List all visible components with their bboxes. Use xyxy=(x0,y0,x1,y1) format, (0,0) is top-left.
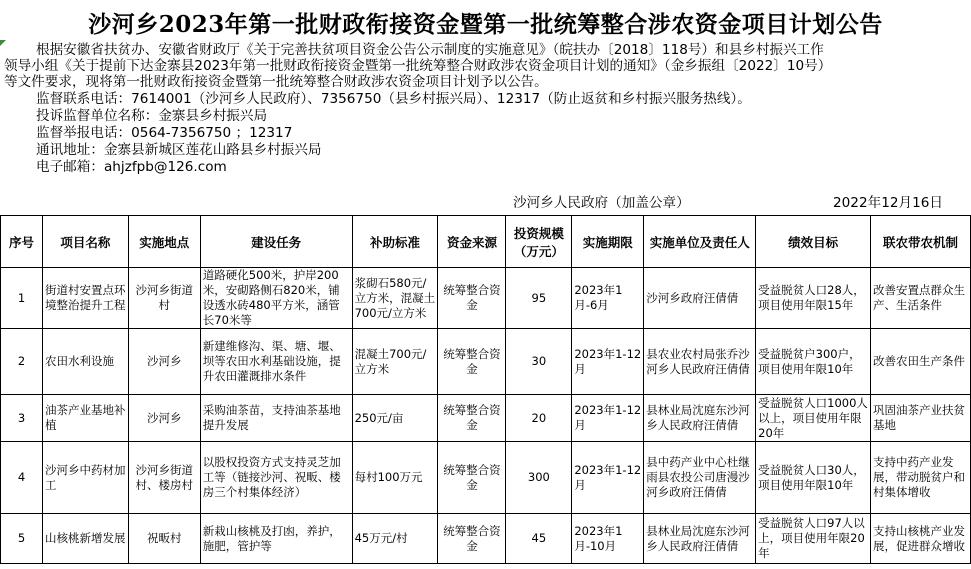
cell-period: 2023年1-12月 xyxy=(572,395,644,442)
header-cell: 联农带农机制 xyxy=(871,216,971,268)
cell-index: 4 xyxy=(1,442,43,514)
cell-fund-source: 统筹整合资金 xyxy=(438,442,506,514)
intro-line-1: 根据安徽省扶贫办、安徽省财政厅《关于完善扶贫项目资金公告公示制度的实施意见》（皖扶办〔2018〕118号）和县乡村振兴工作 xyxy=(36,42,824,58)
header-cell: 绩效目标 xyxy=(756,216,871,268)
cell-investment: 30 xyxy=(506,329,572,395)
cell-location: 祝畈村 xyxy=(128,514,200,564)
intro-line-2: 领导小组《关于提前下达金寨县2023年第一批财政衔接资金暨第一批统筹整合财政涉农资金项目计划的通知》（金乡振组〔2022〕10号） xyxy=(4,58,832,74)
report-phone: 监督举报电话：0564-7356750 ；12317 xyxy=(36,125,293,141)
cell-index: 5 xyxy=(1,514,43,564)
email: 电子邮箱：ahjzfpb@126.com xyxy=(36,159,227,175)
complaint-unit: 投诉监督单位名称：金寨县乡村振兴局 xyxy=(36,108,268,124)
cell-target: 受益脱贫户300户，项目使用年限10年 xyxy=(756,329,871,395)
intro-line-3: 等文件要求，现将第一批财政衔接资金暨第一批统筹整合财政涉农资金项目计划予以公告。 xyxy=(4,74,548,90)
cell-investment: 95 xyxy=(506,268,572,329)
cell-period: 2023年1-12月 xyxy=(572,442,644,514)
cell-implementer: 县林业局沈庭东沙河乡人民政府汪倩倩 xyxy=(644,514,756,564)
cell-task: 采购油茶苗，支持油茶基地提升发展 xyxy=(200,395,352,442)
header-cell: 投资规模（万元） xyxy=(506,216,572,268)
cell-investment: 300 xyxy=(506,442,572,514)
cell-subsidy: 浆砌石580元/立方米，混凝土700元/立方米 xyxy=(352,268,438,329)
cell-period: 2023年1月-6月 xyxy=(572,268,644,329)
cell-investment: 45 xyxy=(506,514,572,564)
table-row xyxy=(1,442,971,514)
header-cell: 序号 xyxy=(1,216,43,268)
cell-fund-source: 统筹整合资金 xyxy=(438,329,506,395)
cell-location: 沙河乡 xyxy=(128,329,200,395)
cell-index: 3 xyxy=(1,395,43,442)
project-table xyxy=(0,215,971,564)
header-cell: 实施单位及责任人 xyxy=(644,216,756,268)
cell-implementer: 沙河乡政府汪倩倩 xyxy=(644,268,756,329)
cell-task: 新建维修沟、渠、塘、堰、坝等农田水利基础设施，提升农田灌溉排水条件 xyxy=(200,329,352,395)
issue-date: 2022年12月16日 xyxy=(833,195,943,211)
cell-implementer: 县农业农村局张乔沙河乡人民政府汪倩倩 xyxy=(644,329,756,395)
cell-project-name: 街道村安置点环境整治提升工程 xyxy=(42,268,128,329)
cell-location: 沙河乡街道村、楼房村 xyxy=(128,442,200,514)
cell-implementer: 县林业局沈庭东沙河乡人民政府汪倩倩 xyxy=(644,395,756,442)
page-title: 沙河乡2023年第一批财政衔接资金暨第一批统筹整合涉农资金项目计划公告 xyxy=(88,11,883,38)
cell-mechanism: 改善农田生产条件 xyxy=(871,329,971,395)
cell-project-name: 山核桃新增发展 xyxy=(42,514,128,564)
cell-target: 受益脱贫人口97人以上，项目使用年限20年 xyxy=(756,514,871,564)
table-row xyxy=(1,268,971,329)
header-cell: 资金来源 xyxy=(438,216,506,268)
cell-fund-source: 统筹整合资金 xyxy=(438,268,506,329)
cell-task: 新栽山核桃及打凼，养护，施肥，管护等 xyxy=(200,514,352,564)
cell-mechanism: 支持山核桃产业发展，促进群众增收 xyxy=(871,514,971,564)
cell-implementer: 县中药产业中心杜继雨县农投公司唐漫沙河乡政府汪倩倩 xyxy=(644,442,756,514)
cell-target: 受益脱贫人口28人，项目使用年限15年 xyxy=(756,268,871,329)
cell-project-name: 农田水利设施 xyxy=(42,329,128,395)
header-cell: 实施期限 xyxy=(572,216,644,268)
cell-target: 受益脱贫人口1000人以上，项目使用年限20年 xyxy=(756,395,871,442)
cell-task: 道路硬化500米，护岸200米，安砌路侧石820米，铺设透水砖480平方米，涵管长70米等 xyxy=(200,268,352,329)
cell-project-name: 油茶产业基地补植 xyxy=(42,395,128,442)
table-row xyxy=(1,395,971,442)
cell-subsidy: 250元/亩 xyxy=(352,395,438,442)
cell-location: 沙河乡街道村 xyxy=(128,268,200,329)
cell-mechanism: 改善安置点群众生产、生活条件 xyxy=(871,268,971,329)
header-cell: 建设任务 xyxy=(200,216,352,268)
contact-phone: 监督联系电话：7614001（沙河乡人民政府）、7356750（县乡村振兴局）、12317（防止返贫和乡村振兴服务热线）。 xyxy=(36,91,751,107)
cell-period: 2023年1月-10月 xyxy=(572,514,644,564)
cell-subsidy: 45万元/村 xyxy=(352,514,438,564)
cell-subsidy: 混凝土700元/立方米 xyxy=(352,329,438,395)
cell-subsidy: 每村100万元 xyxy=(352,442,438,514)
cell-fund-source: 统筹整合资金 xyxy=(438,514,506,564)
table-header-row xyxy=(1,216,971,268)
cell-mechanism: 巩固油茶产业扶贫基地 xyxy=(871,395,971,442)
table-row xyxy=(1,514,971,564)
cell-fund-source: 统筹整合资金 xyxy=(438,395,506,442)
cell-index: 1 xyxy=(1,268,43,329)
cell-location: 沙河乡 xyxy=(128,395,200,442)
issuer: 沙河乡人民政府（加盖公章） xyxy=(513,195,690,211)
corner-marker xyxy=(0,40,6,46)
cell-project-name: 沙河乡中药材加工 xyxy=(42,442,128,514)
cell-target: 受益脱贫人口30人，项目使用年限10年 xyxy=(756,442,871,514)
cell-index: 2 xyxy=(1,329,43,395)
header-cell: 补助标准 xyxy=(352,216,438,268)
header-cell: 项目名称 xyxy=(42,216,128,268)
header-cell: 实施地点 xyxy=(128,216,200,268)
cell-task: 以股权投资方式支持灵芝加工等（链接沙河、祝畈、楼房三个村集体经济） xyxy=(200,442,352,514)
cell-investment: 20 xyxy=(506,395,572,442)
cell-mechanism: 支持中药产业发展，带动脱贫户和村集体增收 xyxy=(871,442,971,514)
mail-address: 通讯地址：金寨县新城区莲花山路县乡村振兴局 xyxy=(36,142,322,158)
table-row xyxy=(1,329,971,395)
cell-period: 2023年1-12月 xyxy=(572,329,644,395)
